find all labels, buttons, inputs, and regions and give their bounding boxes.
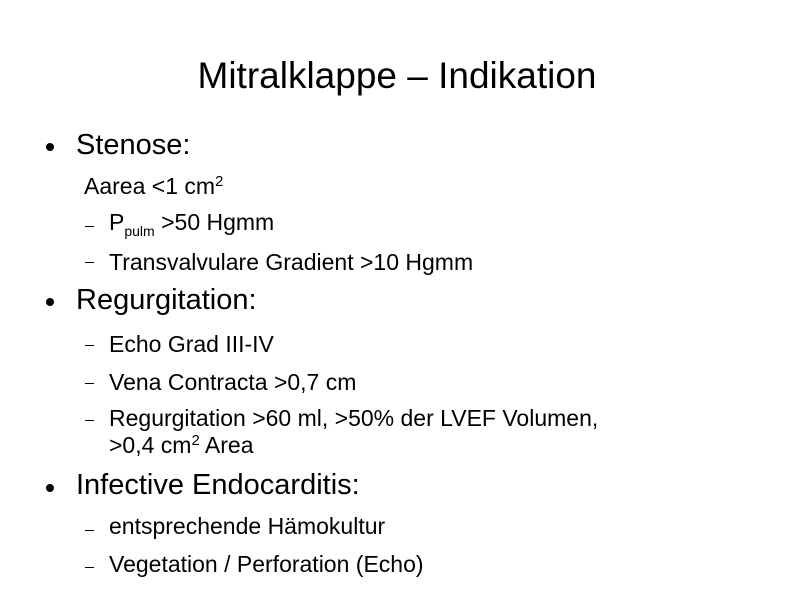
stenose-item-gradient: Transvalvulare Gradient >10 Hgmm: [109, 249, 474, 275]
bullet-icon: [46, 143, 54, 151]
item-text: >0,4 cm: [109, 432, 192, 458]
regurgitation-item-volume-line1: Regurgitation >60 ml, >50% der LVEF Volumen,: [109, 405, 599, 431]
regurgitation-item: Echo Grad III-IV: [109, 331, 274, 357]
endocarditis-item: entsprechende Hämokultur: [109, 513, 386, 539]
item-sub: pulm: [124, 223, 155, 239]
section-label-endocarditis: Infective Endocarditis:: [76, 469, 360, 501]
area-sup: 2: [215, 173, 224, 190]
stenose-item-pulm: [109, 208, 275, 239]
item-text: Area: [199, 432, 254, 458]
stenose-area-line: [84, 172, 223, 200]
area-text: Aarea <1 cm: [84, 173, 216, 199]
dash-icon: [85, 383, 94, 384]
dash-icon: [85, 226, 94, 227]
slide-title: Mitralklappe – Indikation: [197, 55, 597, 96]
dash-icon: [85, 345, 94, 346]
endocarditis-item: Vegetation / Perforation (Echo): [109, 551, 424, 577]
dash-icon: [85, 420, 94, 421]
section-label-stenose: Stenose:: [76, 129, 191, 161]
dash-icon: [85, 567, 94, 568]
item-suffix: >50 Hgmm: [154, 209, 275, 235]
bullet-icon: [46, 298, 54, 306]
dash-icon: [85, 262, 94, 263]
regurgitation-item-volume-line2: [109, 431, 254, 459]
item-prefix: P: [109, 209, 125, 235]
section-label-regurgitation: Regurgitation:: [76, 284, 257, 316]
regurgitation-item: Vena Contracta >0,7 cm: [109, 369, 357, 395]
item-sup: 2: [191, 432, 200, 449]
bullet-icon: [46, 484, 54, 492]
dash-icon: [85, 530, 94, 531]
